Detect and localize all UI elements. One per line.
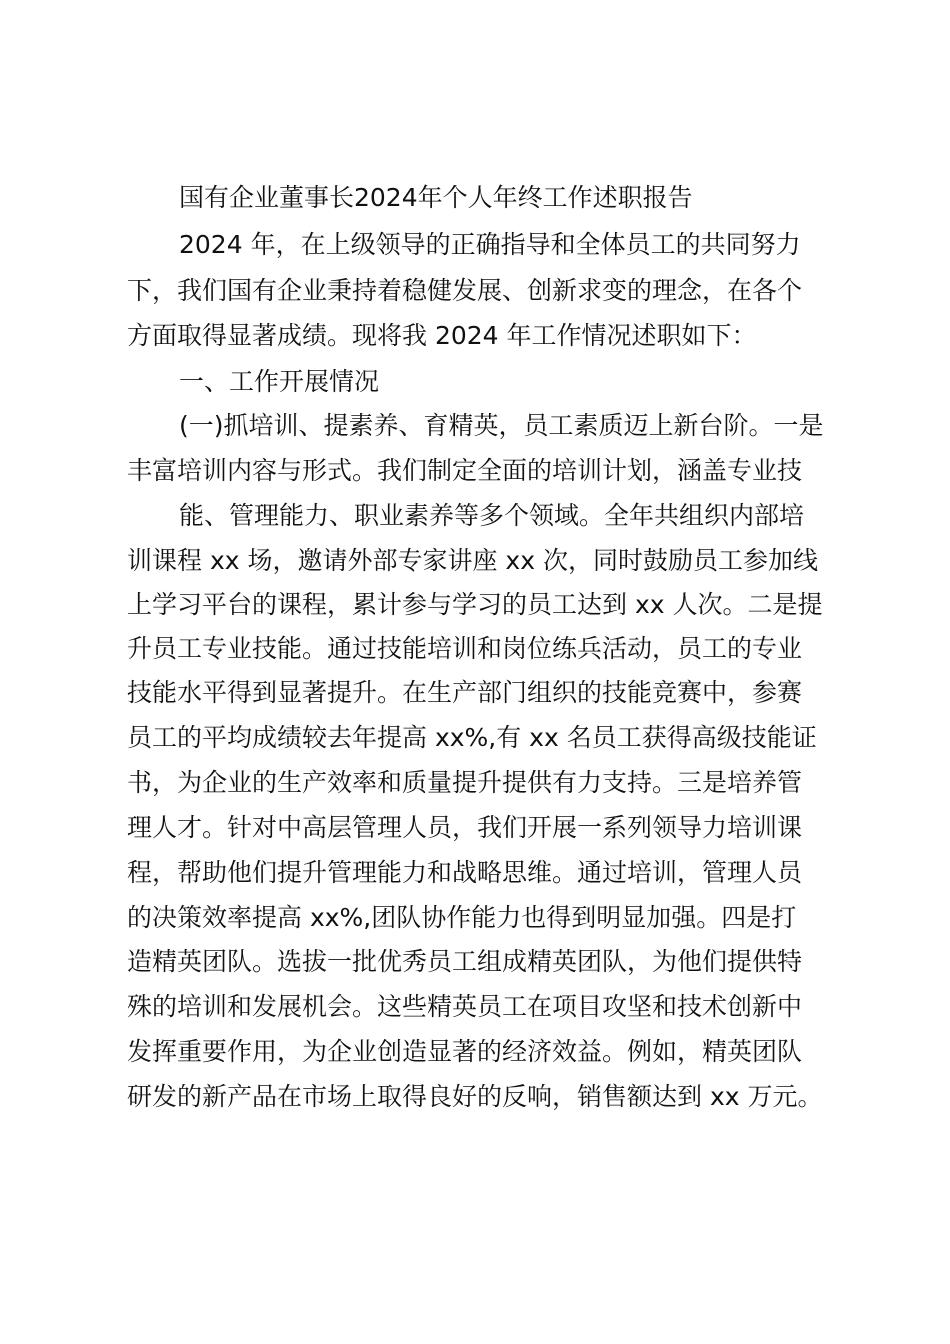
text-line: 员工的平均成绩较去年提高 xx%,有 xx 名员工获得高级技能证	[127, 723, 817, 752]
text-line: 造精英团队。选拔一批优秀员工组成精英团队，为他们提供特	[127, 947, 803, 976]
text-line: 上学习平台的课程，累计参与学习的员工达到 xx 人次。二是提	[127, 590, 823, 619]
text-line: 发挥重要作用，为企业创造显著的经济效益。例如，精英团队	[127, 1037, 803, 1066]
text-line: 能、管理能力、职业素养等多个领域。全年共组织内部培	[179, 501, 805, 530]
text-line: (一)抓培训、提素养、育精英，员工素质迈上新台阶。一是	[179, 411, 824, 440]
text-line: 殊的培训和发展机会。这些精英员工在项目攻坚和技术创新中	[127, 992, 803, 1021]
text-line: 2024 年，在上级领导的正确指导和全体员工的共同努力	[179, 230, 801, 259]
text-line: 程，帮助他们提升管理能力和战略思维。通过培训，管理人员	[127, 858, 803, 887]
text-line: 的决策效率提高 xx%,团队协作能力也得到明显加强。四是打	[127, 903, 797, 932]
text-line: 技能水平得到显著提升。在生产部门组织的技能竞赛中，参赛	[127, 678, 803, 707]
text-line: 下，我们国有企业秉持着稳健发展、创新求变的理念，在各个	[127, 276, 803, 305]
text-line: 书，为企业的生产效率和质量提升提供有力支持。三是培养管	[127, 768, 803, 797]
text-line: 研发的新产品在市场上取得良好的反响，销售额达到 xx 万元。	[127, 1082, 823, 1111]
text-line: 升员工专业技能。通过技能培训和岗位练兵活动，员工的专业	[127, 634, 803, 663]
document-title: 国有企业董事长2024年个人年终工作述职报告	[179, 183, 693, 212]
text-line: 方面取得显著成绩。现将我 2024 年工作情况述职如下：	[127, 321, 757, 350]
text-line: 丰富培训内容与形式。我们制定全面的培训计划，涵盖专业技	[127, 456, 803, 485]
text-line: 理人才。针对中高层管理人员，我们开展一系列领导力培训课	[127, 813, 803, 842]
section-heading: 一、工作开展情况	[179, 367, 380, 396]
text-line: 训课程 xx 场，邀请外部专家讲座 xx 次，同时鼓励员工参加线	[127, 546, 818, 575]
